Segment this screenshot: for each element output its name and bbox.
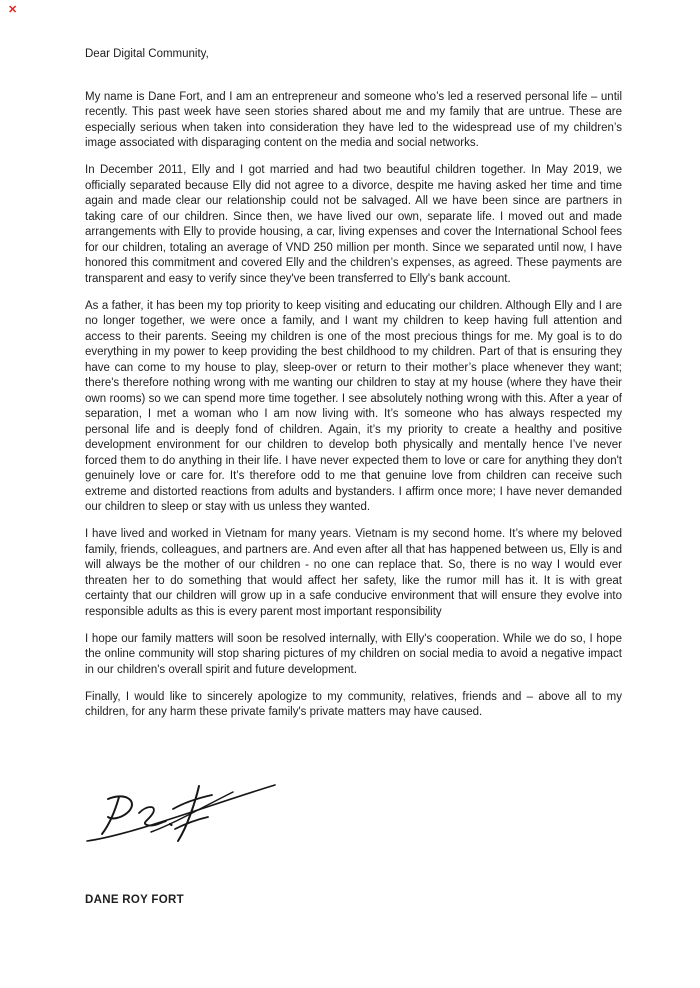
signature-scribble	[81, 779, 281, 849]
letter-paragraph-3: As a father, it has been my top priority to keep visiting and educating our children. Although Elly and I are no longer together, we were once a family, and I want my children to keep having full attention and access to their parents. Seeing my children is one of the most precious things for me. My goal is to do everything in my power to keep providing the best childhood to my children. Part of that is ensuring they have can come to my house to play, sleep-over or return to their mother’s place whenever they want; there's therefore nothing wrong with me wanting our children to stay at my house (where they have their own rooms) so we can spend more time together. I see absolutely nothing wrong with this. After a year of separation, I met a woman who I am now living with. It’s someone who has always respected my personal life and is deeply fond of children. Again, it’s my priority to create a healthy and positive development environment for our children to develop both physically and mentally hence I’ve never forced them to do anything in their life. I have never expected them to love or care for anything they don't genuinely love or care for. It’s therefore odd to me that genuine love from children can receive such extreme and distorted reactions from adults and bystanders. I affirm once more; I have never demanded our children to sleep or stay with us unless they wanted.	[85, 299, 622, 513]
letter-paragraph-1: My name is Dane Fort, and I am an entrepreneur and someone who’s led a reserved personal life – until recently. This past week have seen stories shared about me and my family that are untrue. These are especially serious when taken into consideration they have led to the widespread use of my children’s image associated with disparaging content on the media and social networks.	[85, 90, 622, 149]
letter-body	[85, 47, 622, 908]
letter-paragraph-2: In December 2011, Elly and I got married and had two beautiful children together. In May 2019, we officially separated because Elly did not agree to a divorce, despite me having asked her time and time again and made clear our relationship could not be salvaged. All we have been since are partners in taking care of our children. Since then, we have lived our own, separate life. I moved out and made arrangements with Elly to provide housing, a car, living expenses and cover the International School fees for our children, totaling an average of VND 250 million per month. Since we separated until now, I have honored this commitment and covered Elly and the children’s expenses, as agreed. These payments are transparent and easy to verify since they've been transferred to Elly's bank account.	[85, 164, 622, 285]
signature-name: DANE ROY FORT	[85, 893, 184, 906]
letter-paragraph-6: Finally, I would like to sincerely apologize to my community, relatives, friends and – above all to my children, for any harm these private family's private matters may have caused.	[85, 690, 622, 718]
salutation: Dear Digital Community,	[85, 48, 209, 60]
letter-paragraph-4: I have lived and worked in Vietnam for many years. Vietnam is my second home. It’s where my beloved family, friends, colleagues, and partners are. And even after all that has happened between us, Elly is and will always be the mother of our children - no one can replace that. So, there is no way I would ever threaten her to do something that would affect her safety, like the rumor mill has it. It is with great certainty that our children will grow up in a safe conducive environment that will ensure they evolve into responsible adults as this is every parent most important responsibility	[85, 528, 622, 618]
red-x-icon: ✕	[8, 4, 18, 16]
signature-block	[85, 779, 622, 909]
letter-paragraph-5: I hope our family matters will soon be resolved internally, with Elly's cooperation. While we do so, I hope the online community will stop sharing pictures of my children on social media to avoid a negative impact in our children's overall spirit and future development.	[85, 632, 622, 676]
